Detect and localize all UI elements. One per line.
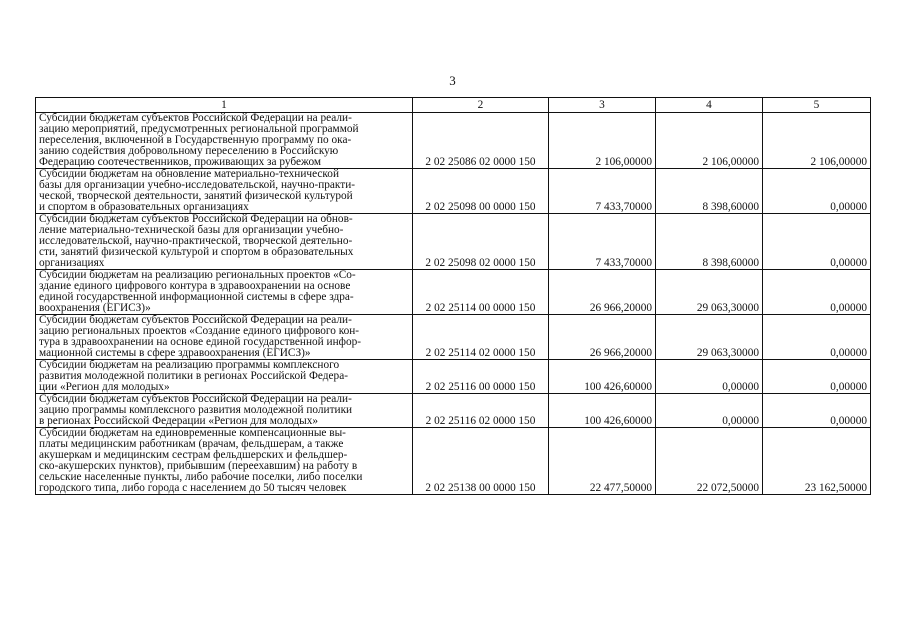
- amount-col4: 22 072,50000: [656, 428, 763, 495]
- description-line: сельские населенные пункты, либо рабочие поселки, либо поселки: [39, 471, 363, 483]
- description-line: воохранения (ЕГИСЗ)»: [39, 302, 151, 314]
- income-description: [36, 169, 413, 214]
- table-header-row: [36, 98, 871, 113]
- description-line: мационной системы в сфере здравоохранения (ЕГИСЗ)»: [39, 347, 311, 359]
- amount-col5: 0,00000: [763, 315, 871, 360]
- budget-code: 2 02 25086 02 0000 150: [413, 113, 549, 169]
- description-line: ческой, творческой деятельности, занятий физической культурой: [39, 190, 353, 202]
- description-line: Субсидии бюджетам на единовременные компенсационные вы-: [39, 427, 346, 439]
- description-line: здание единого цифрового контура в здравоохранении на основе: [39, 280, 351, 292]
- budget-code: 2 02 25114 00 0000 150: [413, 270, 549, 315]
- description-line: сти, занятий физической культурой и спортом в образовательных: [39, 246, 354, 258]
- description-line: зацию программы комплексного развития молодежной политики: [39, 404, 353, 416]
- income-description: [36, 270, 413, 315]
- column-header: 2: [413, 98, 549, 113]
- description-line: ции «Регион для молодых»: [39, 381, 170, 393]
- amount-col5: 0,00000: [763, 214, 871, 270]
- amount-col3: 100 426,60000: [549, 394, 656, 428]
- amount-col4: 29 063,30000: [656, 315, 763, 360]
- amount-col4: 29 063,30000: [656, 270, 763, 315]
- description-line: зацию мероприятий, предусмотренных региональной программой: [39, 123, 359, 135]
- table-row: [36, 270, 871, 315]
- amount-col5: 23 162,50000: [763, 428, 871, 495]
- table-row: [36, 428, 871, 495]
- description-line: платы медицинским работникам (врачам, фельдшерам, а также: [39, 438, 344, 450]
- description-line: Субсидии бюджетам на реализацию программы комплексного: [39, 359, 340, 371]
- income-description: [36, 360, 413, 394]
- column-header: 4: [656, 98, 763, 113]
- amount-col5: 0,00000: [763, 394, 871, 428]
- budget-code: 2 02 25098 02 0000 150: [413, 214, 549, 270]
- table-row: [36, 394, 871, 428]
- description-line: Субсидии бюджетам субъектов Российской Федерации на реали-: [39, 393, 352, 405]
- income-description: [36, 428, 413, 495]
- amount-col5: 0,00000: [763, 270, 871, 315]
- column-header: 1: [36, 98, 413, 113]
- budget-table: [35, 97, 871, 495]
- amount-col5: 0,00000: [763, 169, 871, 214]
- amount-col3: 7 433,70000: [549, 169, 656, 214]
- budget-code: 2 02 25114 02 0000 150: [413, 315, 549, 360]
- amount-col3: 26 966,20000: [549, 270, 656, 315]
- table-row: [36, 169, 871, 214]
- column-header: 3: [549, 98, 656, 113]
- table-row: [36, 113, 871, 169]
- description-line: тура в здравоохранении на основе единой государственной инфор-: [39, 336, 362, 348]
- income-description: [36, 113, 413, 169]
- amount-col4: 8 398,60000: [656, 214, 763, 270]
- description-line: зацию региональных проектов «Создание единого цифрового кон-: [39, 325, 360, 337]
- description-line: исследовательской, научно-практической, творческой деятельно-: [39, 235, 353, 247]
- table-row: [36, 315, 871, 360]
- description-line: Субсидии бюджетам на реализацию региональных проектов «Со-: [39, 269, 356, 281]
- budget-code: 2 02 25098 00 0000 150: [413, 169, 549, 214]
- description-line: Субсидии бюджетам субъектов Российской Федерации на обнов-: [39, 213, 353, 225]
- amount-col4: 2 106,00000: [656, 113, 763, 169]
- amount-col3: 26 966,20000: [549, 315, 656, 360]
- description-line: организациях: [39, 257, 105, 269]
- description-line: развития молодежной политики в регионах Российской Федера-: [39, 370, 348, 382]
- amount-col3: 22 477,50000: [549, 428, 656, 495]
- description-line: переселения, включенной в Государственную программу по ока-: [39, 134, 352, 146]
- description-line: городского типа, либо города с населением до 50 тысяч человек: [39, 482, 347, 494]
- description-line: Федерацию соотечественников, проживающих за рубежом: [39, 156, 322, 168]
- budget-code: 2 02 25116 00 0000 150: [413, 360, 549, 394]
- description-line: занию содействия добровольному переселению в Российскую: [39, 145, 339, 157]
- amount-col4: 0,00000: [656, 394, 763, 428]
- amount-col5: 2 106,00000: [763, 113, 871, 169]
- description-line: акушеркам и медицинским сестрам фельдшерских и фельдшер-: [39, 449, 348, 461]
- amount-col3: 100 426,60000: [549, 360, 656, 394]
- income-description: [36, 315, 413, 360]
- description-line: Субсидии бюджетам на обновление материально-технической: [39, 168, 339, 180]
- income-description: [36, 394, 413, 428]
- budget-code: 2 02 25116 02 0000 150: [413, 394, 549, 428]
- table-row: [36, 360, 871, 394]
- description-line: в регионах Российской Федерации «Регион для молодых»: [39, 415, 318, 427]
- table-row: [36, 214, 871, 270]
- table-body: [36, 113, 871, 495]
- income-description: [36, 214, 413, 270]
- amount-col3: 2 106,00000: [549, 113, 656, 169]
- description-line: и спортом в образовательных организациях: [39, 201, 249, 213]
- description-line: базы для организации учебно-исследовательской, научно-практи-: [39, 179, 356, 191]
- description-line: единой государственной информационной системы в сфере здра-: [39, 291, 354, 303]
- description-line: ление материально-технической базы для организации учебно-: [39, 224, 344, 236]
- description-line: ско-акушерских пунктов), прибывшим (переехавшим) на работу в: [39, 460, 358, 472]
- amount-col4: 8 398,60000: [656, 169, 763, 214]
- amount-col3: 7 433,70000: [549, 214, 656, 270]
- amount-col4: 0,00000: [656, 360, 763, 394]
- column-header: 5: [763, 98, 871, 113]
- budget-code: 2 02 25138 00 0000 150: [413, 428, 549, 495]
- description-line: Субсидии бюджетам субъектов Российской Федерации на реали-: [39, 112, 352, 124]
- page-number: 3: [449, 73, 456, 88]
- description-line: Субсидии бюджетам субъектов Российской Федерации на реали-: [39, 314, 352, 326]
- amount-col5: 0,00000: [763, 360, 871, 394]
